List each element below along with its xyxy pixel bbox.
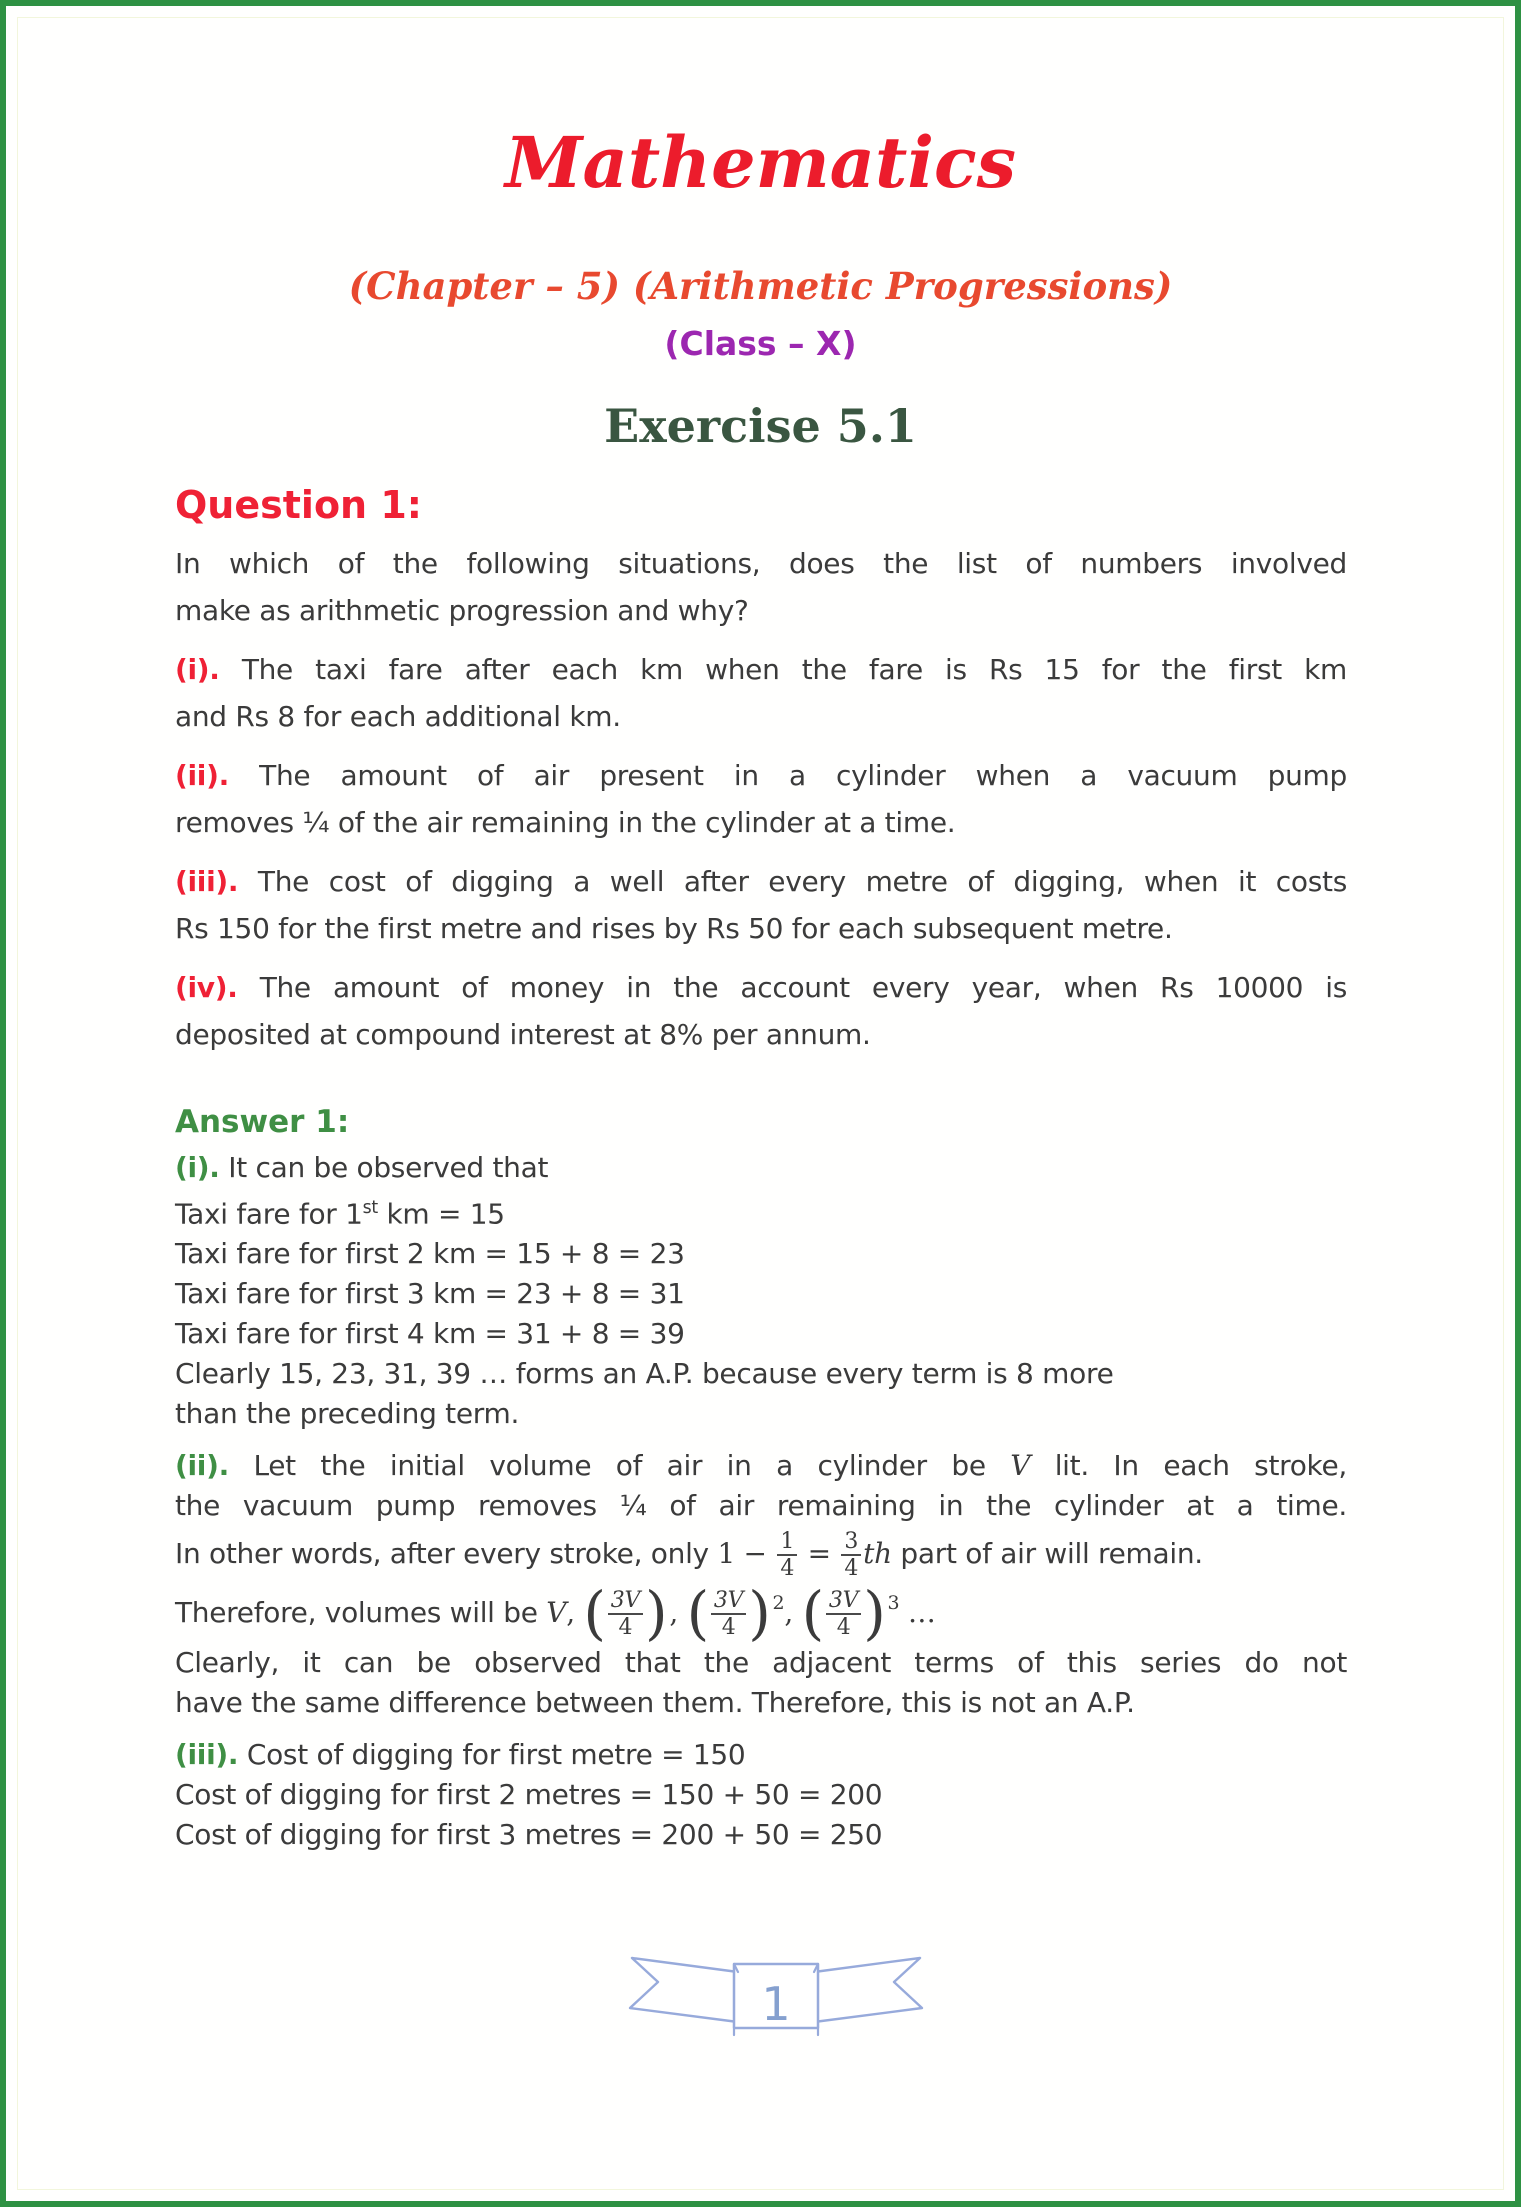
- item-marker: (ii).: [175, 759, 229, 792]
- fraction-denominator: 4: [836, 1614, 851, 1640]
- separator: ,: [669, 1595, 678, 1629]
- text-line: Rs 150 for the first metre and rises by Rs 50 for each subsequent metre.: [175, 912, 1173, 945]
- text-line: [175, 646, 1347, 693]
- paren-fraction-3: [801, 1579, 900, 1648]
- separator: ,: [784, 1595, 793, 1629]
- page-title: Mathematics: [505, 121, 1016, 204]
- fraction-numerator: 3: [841, 1530, 861, 1556]
- item-text: The amount of air present in a cylinder when a vacuum pump: [259, 759, 1347, 792]
- text-line: make as arithmetic progression and why?: [175, 594, 749, 627]
- class-label: (Class – X): [664, 324, 857, 363]
- fraction-denominator: 4: [844, 1556, 859, 1582]
- open-paren: (: [583, 1579, 606, 1648]
- fraction-numerator: 3V: [826, 1589, 861, 1615]
- fraction-denominator: 4: [780, 1556, 795, 1582]
- exponent: 2: [772, 1591, 785, 1614]
- text-line: than the preceding term.: [175, 1397, 520, 1431]
- ellipsis: …: [907, 1595, 936, 1629]
- text-line: the vacuum pump removes ¼ of air remaining in the cylinder at a time.: [175, 1489, 1347, 1523]
- question-item-i: [175, 646, 1347, 740]
- question-item-iii: [175, 858, 1347, 952]
- text-line: Cost of digging for first 2 metres = 150 + 50 = 200: [175, 1777, 883, 1811]
- answer-text: km = 15: [377, 1197, 505, 1231]
- fraction-denominator: 4: [618, 1614, 633, 1640]
- question-intro: [175, 540, 1347, 634]
- math-equals: =: [807, 1537, 831, 1571]
- separator: ,: [566, 1595, 575, 1629]
- answer-heading: Answer 1:: [175, 1104, 350, 1140]
- text-line: Taxi fare for first 2 km = 15 + 8 = 23: [175, 1237, 685, 1271]
- fraction-numerator: 3V: [711, 1589, 746, 1615]
- paren-fraction-1: [583, 1579, 669, 1648]
- math-variable-v: V: [1010, 1449, 1031, 1483]
- doc-header: [6, 6, 1515, 452]
- paren-fraction-2: [686, 1579, 785, 1648]
- answer-part-ii: [175, 1446, 1347, 1722]
- fraction-3v-4: [826, 1589, 861, 1639]
- math-variable-v: V: [546, 1595, 567, 1629]
- question-item-ii: [175, 752, 1347, 846]
- close-paren: ): [645, 1579, 668, 1648]
- text-line: [175, 1446, 1347, 1486]
- text-line: [175, 1148, 1347, 1188]
- text-line: [175, 1735, 1347, 1775]
- fraction-3v-4: [711, 1589, 746, 1639]
- text-line: In which of the following situations, does the list of numbers involved: [175, 547, 1347, 580]
- ribbon-banner-icon: [626, 1948, 926, 2040]
- answer-part-iii: [175, 1735, 1347, 1855]
- content-area: [6, 482, 1515, 1855]
- fraction-three-fourth: [841, 1530, 861, 1580]
- item-marker: (iv).: [175, 971, 238, 1004]
- answer-marker: (ii).: [175, 1449, 229, 1483]
- question-heading: Question 1:: [175, 483, 422, 527]
- exercise-heading: Exercise 5.1: [604, 399, 917, 453]
- open-paren: (: [801, 1579, 824, 1648]
- text-line: Taxi fare for first 3 km = 23 + 8 = 31: [175, 1277, 685, 1311]
- close-paren: ): [863, 1579, 886, 1648]
- text-line: [175, 1188, 1347, 1234]
- answer-text: Cost of digging for first metre = 150: [246, 1737, 746, 1771]
- answer-text: part of air will remain.: [900, 1537, 1203, 1571]
- answer-text: In other words, after every stroke, only: [175, 1537, 709, 1571]
- text-line: removes ¼ of the air remaining in the cylinder at a time.: [175, 806, 956, 839]
- text-line: [175, 964, 1347, 1011]
- item-marker: (iii).: [175, 865, 239, 898]
- open-paren: (: [686, 1579, 709, 1648]
- page-number: 1: [761, 1977, 791, 2031]
- item-text: The cost of digging a well after every metre of digging, when it costs: [257, 865, 1347, 898]
- question-item-iv: [175, 964, 1347, 1058]
- volumes-line: [175, 1579, 1347, 1648]
- fraction-3v-4: [608, 1589, 643, 1639]
- math-th: th: [863, 1537, 892, 1571]
- fraction-one-fourth: [777, 1530, 797, 1580]
- fraction-denominator: 4: [721, 1614, 736, 1640]
- answer-text: Taxi fare for 1: [175, 1197, 363, 1231]
- text-line: Clearly 15, 23, 31, 39 … forms an A.P. because every term is 8 more: [175, 1357, 1114, 1391]
- text-line: Cost of digging for first 3 metres = 200 + 50 = 250: [175, 1817, 883, 1851]
- answer-marker: (iii).: [175, 1737, 239, 1771]
- text-line: Clearly, it can be observed that the adjacent terms of this series do not: [175, 1645, 1347, 1679]
- text-line: [175, 858, 1347, 905]
- text-line: have the same difference between them. Therefore, this is not an A.P.: [175, 1685, 1135, 1719]
- text-line: deposited at compound interest at 8% per annum.: [175, 1018, 871, 1051]
- item-marker: (i).: [175, 653, 220, 686]
- math-term: 1 −: [717, 1537, 767, 1571]
- fraction-numerator: 1: [777, 1530, 797, 1556]
- text-line: Taxi fare for first 4 km = 31 + 8 = 39: [175, 1317, 685, 1351]
- text-line: [175, 752, 1347, 799]
- math-line: [175, 1526, 1347, 1584]
- close-paren: ): [748, 1579, 771, 1648]
- answer-text: lit. In each stroke,: [1030, 1449, 1347, 1483]
- page-number-ribbon: [626, 1948, 926, 2044]
- answer-text: Therefore, volumes will be: [175, 1595, 547, 1629]
- answer-part-i: [175, 1148, 1347, 1434]
- text-line: and Rs 8 for each additional km.: [175, 700, 621, 733]
- ordinal-superscript: st: [362, 1198, 378, 1218]
- answer-text: Let the initial volume of air in a cylinder be: [253, 1449, 1011, 1483]
- answer-marker: (i).: [175, 1151, 220, 1184]
- item-text: The taxi fare after each km when the fare is Rs 15 for the first km: [241, 653, 1347, 686]
- exponent: 3: [887, 1591, 900, 1614]
- answer-text: It can be observed that: [228, 1151, 549, 1184]
- fraction-numerator: 3V: [608, 1589, 643, 1615]
- item-text: The amount of money in the account every year, when Rs 10000 is: [259, 971, 1347, 1004]
- chapter-subtitle: (Chapter – 5) (Arithmetic Progressions): [348, 264, 1173, 308]
